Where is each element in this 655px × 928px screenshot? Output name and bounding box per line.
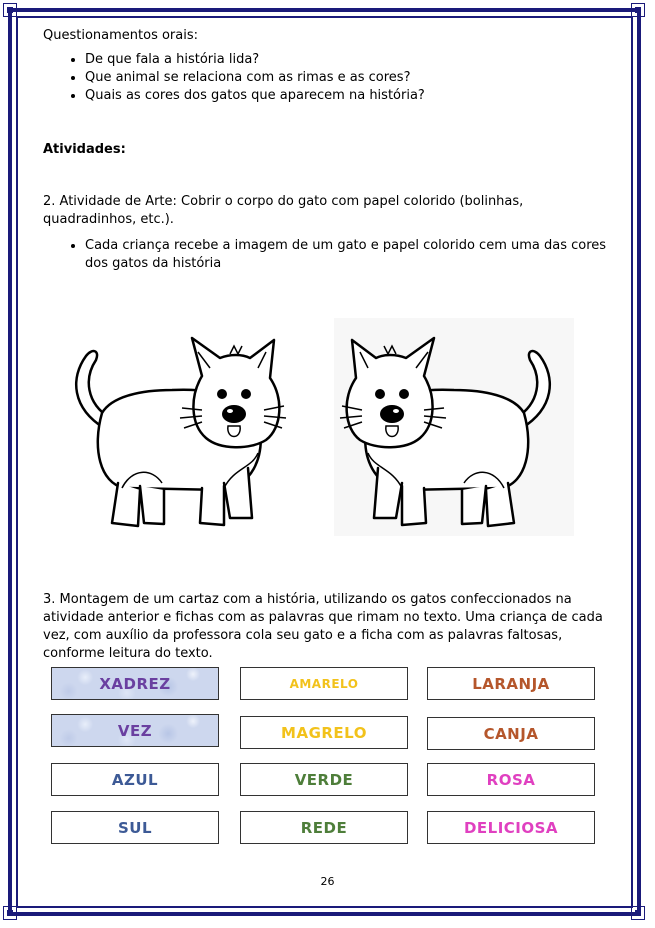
word-card-label: VERDE — [294, 770, 354, 789]
word-card — [240, 763, 408, 796]
word-card-label: AMARELO — [289, 676, 359, 691]
cat-right-icon — [334, 318, 574, 536]
corner-ornament-icon — [3, 3, 17, 17]
word-card-label: MAGRELO — [281, 723, 367, 742]
activities-heading: Atividades: — [43, 142, 126, 157]
corner-ornament-icon — [631, 3, 645, 17]
word-card-label: REDE — [300, 818, 348, 837]
word-card — [51, 667, 219, 700]
main-content — [43, 27, 608, 273]
word-card-label: CANJA — [483, 724, 539, 743]
page-number: 26 — [320, 875, 335, 888]
word-card — [427, 763, 595, 796]
word-card-label: SUL — [117, 818, 153, 837]
word-card — [240, 667, 408, 700]
poster-activity — [43, 591, 608, 663]
word-card — [427, 667, 595, 700]
word-card — [51, 811, 219, 844]
word-card-label: DELICIOSA — [463, 818, 559, 837]
art-activity-list — [43, 237, 608, 273]
corner-ornament-icon — [3, 906, 17, 920]
oral-questions-title: Questionamentos orais: — [43, 28, 198, 43]
corner-ornament-icon — [631, 906, 645, 920]
oral-questions-list — [43, 51, 608, 105]
word-card — [51, 714, 219, 747]
word-card-label: ROSA — [486, 770, 536, 789]
word-card-label: LARANJA — [472, 674, 550, 693]
cat-left-icon — [52, 318, 292, 536]
cat-illustrations — [52, 318, 582, 536]
word-card — [240, 716, 408, 749]
list-item: • De que fala a história lida? — [85, 51, 608, 69]
word-card-label: VEZ — [117, 721, 153, 740]
word-card-label: AZUL — [111, 770, 159, 789]
word-card — [51, 763, 219, 796]
poster-activity-text: 3. Montagem de um cartaz com a história, utilizando os gatos confeccionados na atividade anterior e fichas com as palavras que rimam no texto. Uma criança de cada vez, com auxílio da professora cola seu gato e a ficha com as palavras faltosas, conforme leitura do texto. — [43, 592, 603, 661]
word-card — [427, 811, 595, 844]
list-item: • Que animal se relaciona com as rimas e as cores? — [85, 69, 608, 87]
list-item: • Cada criança recebe a imagem de um gato e papel colorido cem uma das cores dos gatos da história — [85, 237, 608, 273]
word-card — [427, 717, 595, 750]
list-item: • Quais as cores dos gatos que aparecem na história? — [85, 87, 608, 105]
art-activity-text: 2. Atividade de Arte: Cobrir o corpo do gato com papel colorido (bolinhas, quadradinhos, etc.). — [43, 194, 524, 227]
word-card — [240, 811, 408, 844]
word-card-label: XADREZ — [99, 674, 171, 693]
